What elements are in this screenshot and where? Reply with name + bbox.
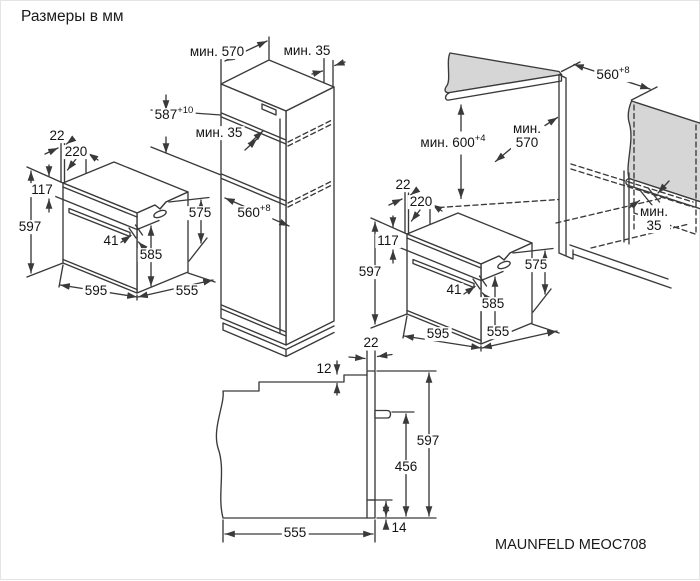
dim-base-niche-width xyxy=(594,64,631,83)
dim-side-handle-height: 456 xyxy=(394,459,418,475)
dim-oven-left-top-gap: 22 xyxy=(49,128,65,144)
profile-handle xyxy=(375,411,391,419)
dim-value: 560 xyxy=(596,67,619,83)
dim-oven-right-body-height: 585 xyxy=(481,296,505,312)
dim-cabinet-shelf-vent-gap: мин. 35 xyxy=(195,125,243,141)
dim-oven-left-handle-offset: 41 xyxy=(103,233,119,249)
dim-cabinet-min-depth: мин. 570 xyxy=(189,44,245,60)
dim-oven-right-height: 597 xyxy=(358,264,382,280)
dim-oven-right-width: 595 xyxy=(426,326,450,342)
dim-value: 587 xyxy=(154,107,178,123)
cabinet-side-face xyxy=(286,87,334,345)
dim-line: мин. xyxy=(639,204,669,220)
dim-oven-right-top-gap: 22 xyxy=(395,177,411,193)
dim-oven-right-depth: 555 xyxy=(486,324,510,340)
dim-tolerance: +8 xyxy=(618,64,630,76)
dim-base-niche-height xyxy=(418,132,487,151)
dim-tolerance: +10 xyxy=(177,104,194,116)
dim-oven-left-body-height: 585 xyxy=(139,247,163,263)
dim-oven-left-top-depth: 220 xyxy=(64,144,88,160)
dim-oven-left-rear-height: 575 xyxy=(188,205,212,221)
dim-side-bottom-gap: 14 xyxy=(391,520,407,536)
model-name: MAUNFELD MEOC708 xyxy=(495,537,647,553)
dim-cabinet-top-vent-gap: мин. 35 xyxy=(283,43,331,59)
dim-line: 35 xyxy=(646,218,662,233)
dim-line: мин. xyxy=(512,121,542,137)
dim-oven-right-top-depth: 220 xyxy=(409,194,433,210)
dim-base-min-depth xyxy=(511,122,543,150)
dim-cabinet-niche-width xyxy=(235,202,272,221)
niche-floor xyxy=(570,245,671,288)
dim-tolerance: +4 xyxy=(474,132,486,144)
dim-side-top-step: 12 xyxy=(316,361,332,377)
dim-oven-right-rear-height: 575 xyxy=(524,257,548,273)
dim-value: 560 xyxy=(237,205,260,221)
dim-line: 570 xyxy=(515,135,539,150)
dim-tolerance: +8 xyxy=(259,202,271,214)
side-view-drawing xyxy=(216,351,436,542)
oven-profile-outline xyxy=(216,371,375,518)
page-title: Размеры в мм xyxy=(21,8,124,25)
dim-oven-right-panel-height: 117 xyxy=(377,233,399,249)
dim-value: мин. 600 xyxy=(420,135,475,151)
dim-side-height: 597 xyxy=(416,433,440,449)
dim-cabinet-niche-height xyxy=(153,104,196,123)
dim-oven-left-panel-height: 117 xyxy=(31,182,53,198)
dim-oven-left-depth: 555 xyxy=(175,283,199,299)
dim-side-frame-depth: 22 xyxy=(363,335,379,351)
dim-oven-left-width: 595 xyxy=(84,283,108,299)
dim-side-depth: 555 xyxy=(283,525,307,541)
dim-oven-right-handle-offset: 41 xyxy=(446,282,462,298)
dim-base-rear-gap xyxy=(638,205,670,233)
dim-oven-left-height: 597 xyxy=(18,219,42,235)
niche-left-wall xyxy=(559,75,573,260)
